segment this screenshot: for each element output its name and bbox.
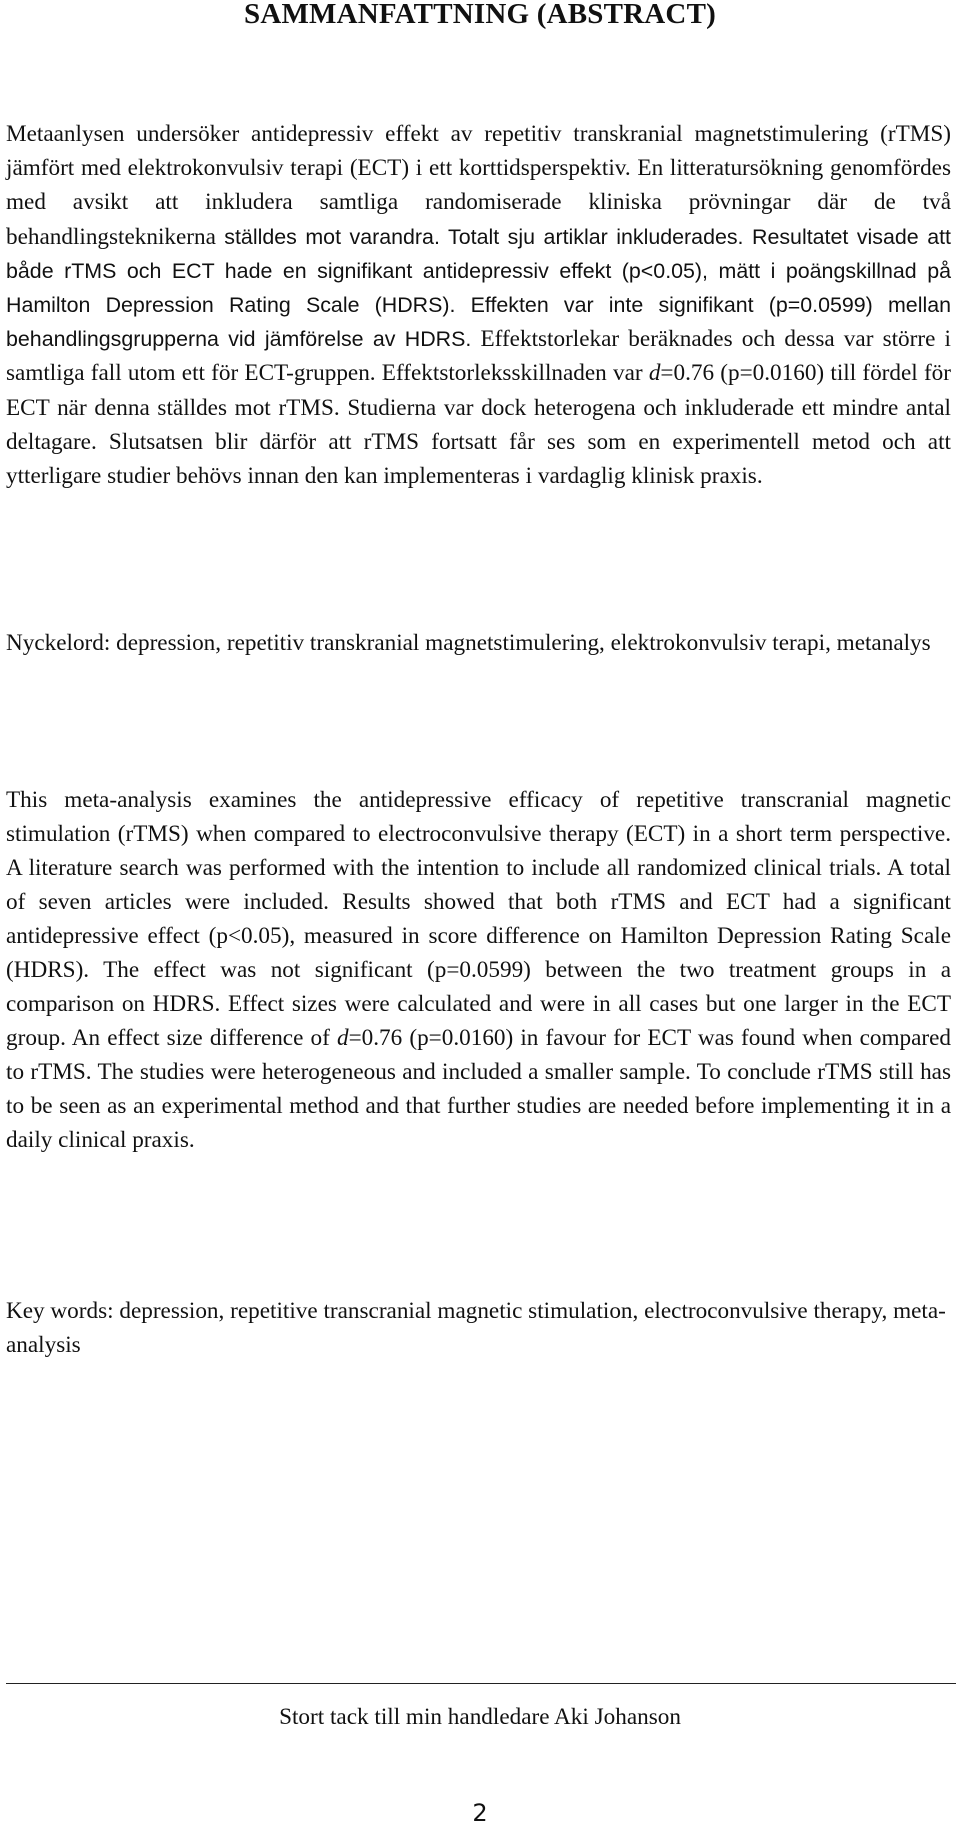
swedish-abstract (6, 117, 951, 493)
page-number: 2 (472, 1799, 488, 1827)
swedish-abstract-text-1: Metaanlysen undersöker antidepressiv effekt av repetitiv transkranial magnetstimulering (rTMS) jämfört med elektrokonvulsiv terapi (ECT) i ett korttidsperspektiv. En litteratursökning genomfördes med avsikt att inkludera samtliga randomiserade kliniska prövningar där de två behandlingsteknikerna (6, 121, 951, 250)
english-abstract-text-1: This meta-analysis examines the antidepressive efficacy of repetitive transcranial magnetic stimulation (rTMS) when compared to electroconvulsive therapy (ECT) in a short term perspective. A literature search was performed with the intention to include all randomized clinical trials. A total of seven articles were included. Results showed that both rTMS and ECT had a significant antidepressive effect (p<0.05), measured in score difference on Hamilton Depression Rating Scale (HDRS). The effect was not significant (p=0.0599) between the two treatment groups in a comparison on HDRS. Effect sizes were calculated and were in all cases but one larger in the ECT group. An effect size difference of (6, 787, 951, 1051)
page-title: SAMMANFATTNING (ABSTRACT) (244, 0, 716, 30)
acknowledgement-footnote: Stort tack till min handledare Aki Johanson (279, 1704, 681, 1730)
swedish-abstract-text-4: =0.76 (p=0.0160) till fördel för ECT när denna ställdes mot rTMS. Studierna var dock heterogena och inkluderade ett mindre antal deltagare. Slutsatsen blir därför att rTMS fortsatt får ses som en experimentell metod och att ytterligare studier behövs innan den kan implementeras i vardaglig klinisk praxis. (6, 360, 951, 490)
effect-size-symbol-en: d (336, 1025, 349, 1051)
effect-size-symbol: d (648, 360, 661, 387)
english-keywords: Key words: depression, repetitive transcranial magnetic stimulation, electroconvulsive therapy, meta-analysis (6, 1298, 946, 1358)
swedish-abstract-text-2: ställdes mot varandra. Totalt sju artiklar inkluderades. Resultatet visade att både rTMS och ECT hade en signifikant antidepressiv effekt (p<0.05), mätt i poängskillnad på Hamilton Depression Rating Scale (HDRS). Effekten var inte signifikant (p=0.0599) mellan behandlingsgrupperna vid jämförelse av HDRS. (6, 224, 951, 352)
footnote-divider (6, 1683, 956, 1684)
swedish-keywords: Nyckelord: depression, repetitiv transkranial magnetstimulering, elektrokonvulsiv terapi, metanalys (6, 630, 931, 656)
swedish-abstract-text-3: Effektstorlekar beräknades och dessa var större i samtliga fall utom ett för ECT-gruppen. Effektstorleksskillnaden var (6, 326, 951, 387)
english-abstract-text-2: =0.76 (p=0.0160) in favour for ECT was found when compared to rTMS. The studies were heterogeneous and included a smaller sample. To conclude rTMS still has to be seen as an experimental method and that further studies are needed before implementing it in a daily clinical praxis. (6, 1025, 952, 1153)
english-abstract (6, 783, 951, 1157)
